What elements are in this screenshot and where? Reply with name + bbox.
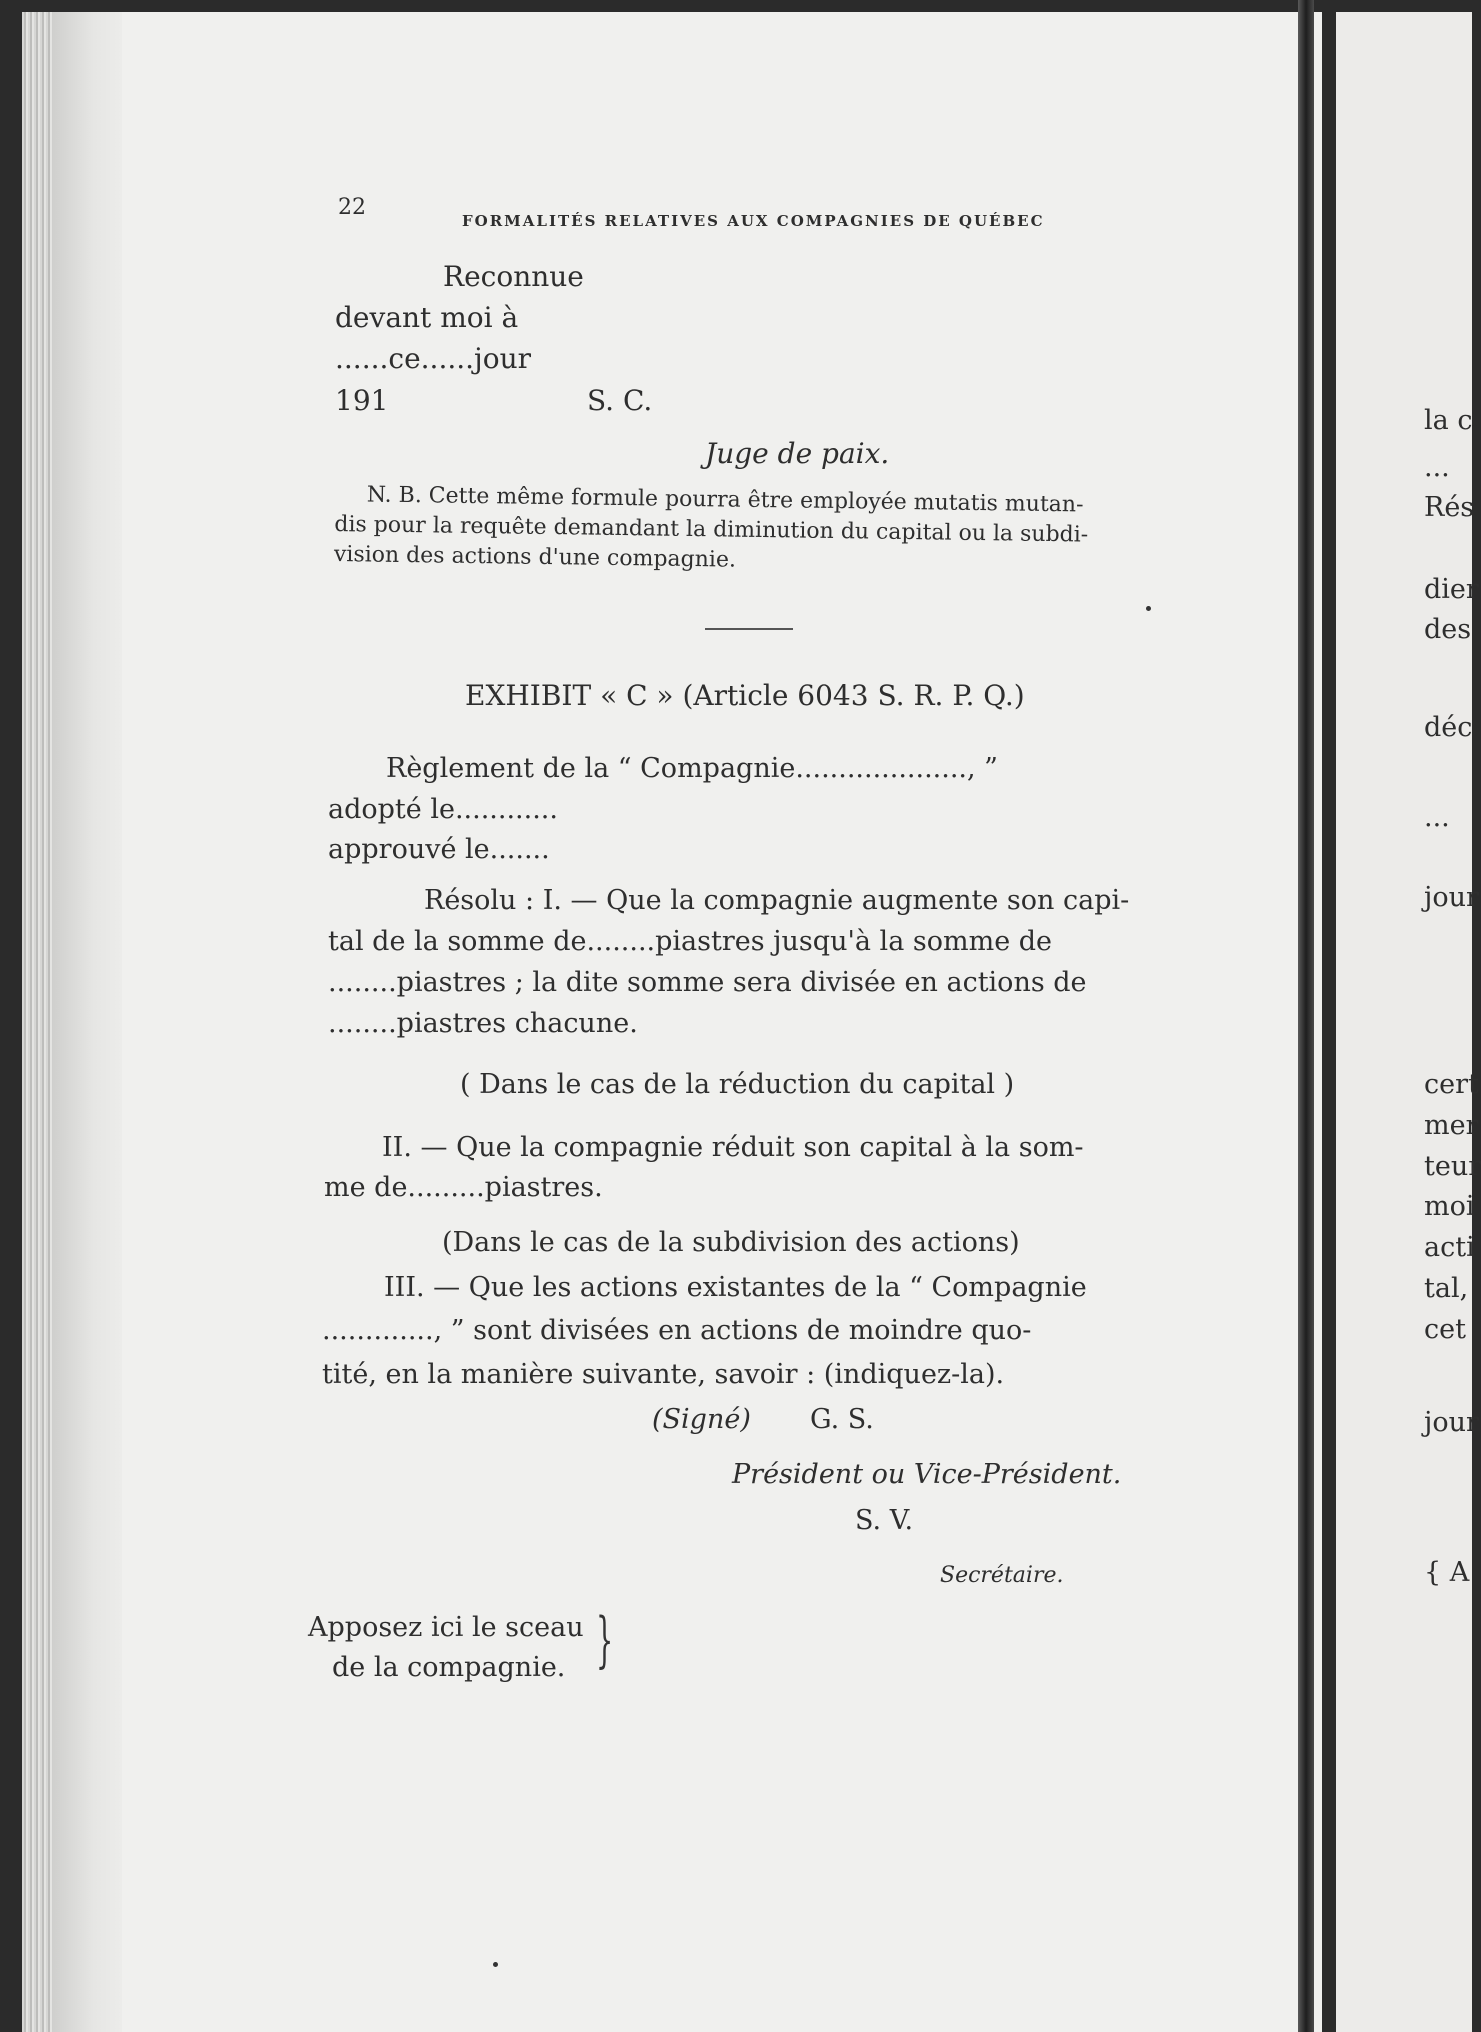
facing-fragment: ... [1424, 802, 1450, 833]
facing-fragment: Rés [1424, 492, 1475, 523]
section-separator [705, 628, 793, 630]
reduction-line-1: II. — Que la compagnie réduit son capital à la som- [382, 1132, 1084, 1163]
ack-line-devant: devant moi à [335, 301, 519, 334]
gutter-shadow [52, 12, 122, 2032]
facing-fragment: cet [1424, 1314, 1466, 1345]
reduction-line-2: me de.........piastres. [324, 1172, 603, 1203]
facing-fragment: jour [1424, 1407, 1479, 1438]
speck [1146, 606, 1151, 611]
facing-fragment: des [1424, 614, 1472, 645]
page-edges [22, 12, 52, 2032]
nb-line-2: dis pour la requête demandant la diminution du capital ou la subdi- [334, 511, 1089, 548]
nb-line-1: N. B. Cette même formule pourra être employée mutatis mutan- [366, 482, 1084, 518]
subdivision-heading: (Dans le cas de la subdivision des actions) [442, 1227, 1020, 1258]
resolu-line-4: ........piastres chacune. [328, 1008, 638, 1039]
resolu-line-2: tal de la somme de........piastres jusqu'à la somme de [328, 926, 1053, 957]
sv-line: S. V. [855, 1505, 914, 1536]
ack-judge: Juge de paix. [705, 437, 890, 470]
secretaire-line: Secrétaire. [940, 1563, 1064, 1588]
ack-year: 191 [335, 384, 389, 417]
ack-sc: S. C. [587, 384, 653, 417]
signe-label: (Signé) [652, 1404, 751, 1435]
facing-fragment: tal, [1424, 1273, 1469, 1304]
adopte-line: adopté le............ [328, 794, 558, 825]
reduction-heading: ( Dans le cas de la réduction du capital ) [460, 1069, 1015, 1100]
facing-page [1336, 12, 1481, 2032]
seal-line-2: de la compagnie. [332, 1652, 566, 1683]
nb-line-3: vision des actions d'une compagnie. [333, 541, 737, 573]
speck [493, 1962, 498, 1967]
ack-line-jour: ......ce......jour [335, 342, 532, 375]
facing-fragment: dier [1424, 574, 1479, 605]
book-page [22, 12, 1322, 2032]
page-number: 22 [338, 195, 366, 220]
resolu-line-1: Résolu : I. — Que la compagnie augmente son capi- [424, 885, 1130, 916]
facing-fragment: moi [1424, 1191, 1475, 1222]
seal-line-1: Apposez ici le sceau [308, 1612, 584, 1643]
seal-brace: } [596, 1605, 614, 1675]
subdivision-line-3: tité, en la manière suivante, savoir : (indiquez-la). [322, 1359, 1005, 1390]
subdivision-line-2: ............., ” sont divisées en actions de moindre quo- [322, 1315, 1032, 1346]
facing-fragment: déc [1424, 712, 1473, 743]
reglement-line: Règlement de la “ Compagnie...................., ” [386, 753, 998, 784]
facing-fragment: acti [1424, 1232, 1475, 1263]
book-fold [1298, 0, 1314, 2032]
president-line: Président ou Vice-Président. [732, 1459, 1122, 1490]
facing-fragment: mer [1424, 1110, 1479, 1141]
facing-fragment: teur [1424, 1151, 1481, 1182]
facing-fragment: cert [1424, 1069, 1479, 1100]
subdivision-line-1: III. — Que les actions existantes de la “ Compagnie [384, 1272, 1087, 1303]
approuve-line: approuvé le....... [328, 834, 550, 865]
exhibit-title: EXHIBIT « C » (Article 6043 S. R. P. Q.) [465, 679, 1025, 712]
running-title: FORMALITÉS RELATIVES AUX COMPAGNIES DE QUÉBEC [462, 212, 1045, 230]
facing-fragment: la c [1424, 405, 1473, 436]
facing-fragment: ... [1424, 452, 1450, 483]
resolu-line-3: ........piastres ; la dite somme sera divisée en actions de [328, 967, 1087, 998]
nb-note [334, 480, 1089, 581]
facing-fragment: { A [1424, 1557, 1470, 1588]
ack-line-reconnue: Reconnue [443, 260, 584, 293]
facing-fragment: jour [1424, 882, 1479, 913]
signe-name: G. S. [810, 1404, 874, 1435]
